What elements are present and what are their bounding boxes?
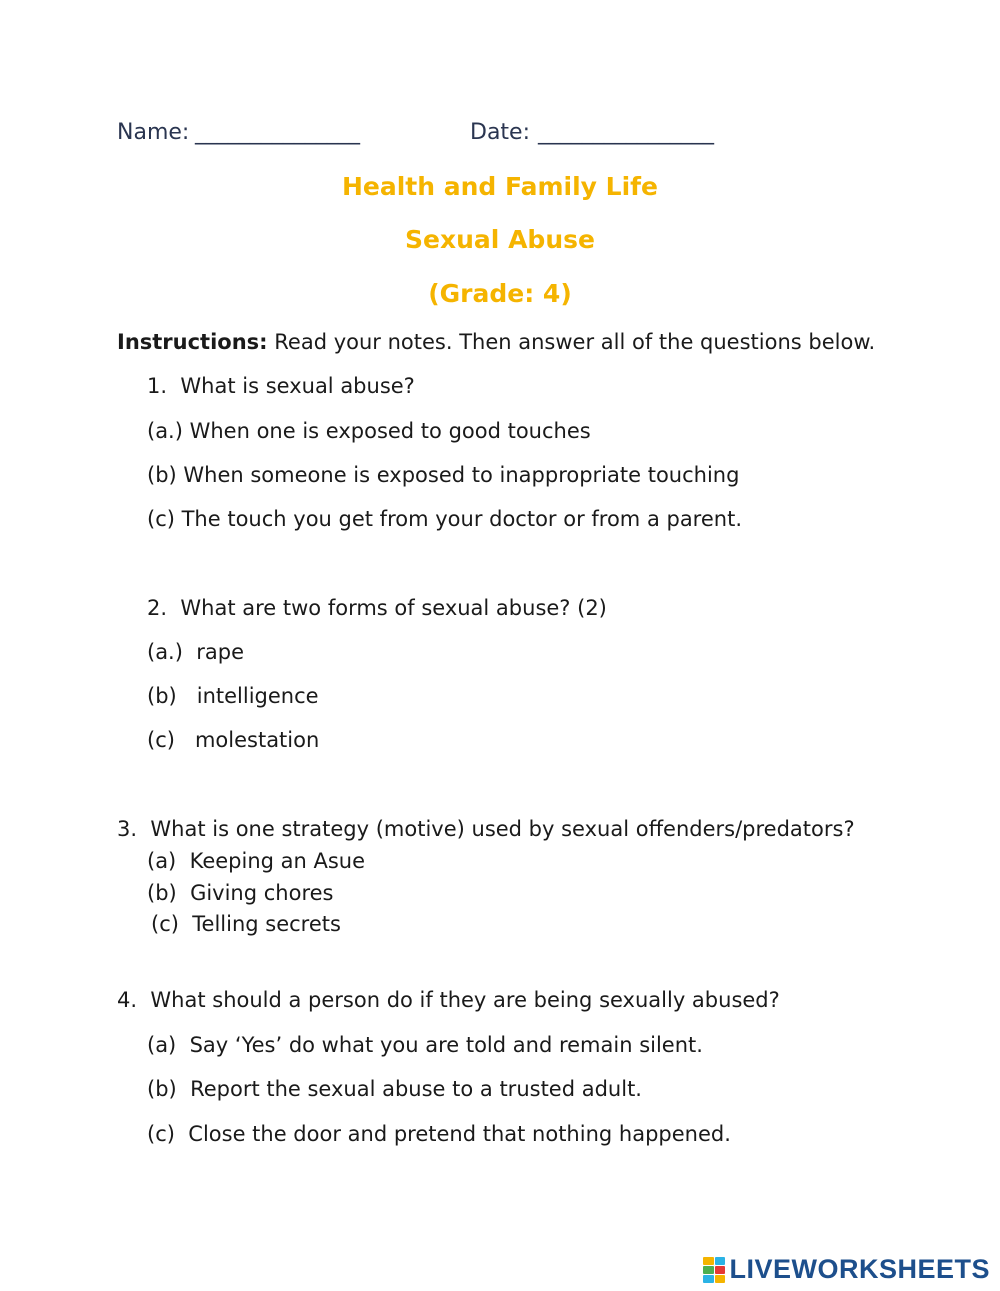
question-text: What should a person do if they are being sexually abused? — [150, 988, 780, 1012]
instructions — [117, 330, 875, 354]
date-field[interactable]: ________________ — [538, 120, 714, 145]
subject-title: Health and Family Life — [341, 172, 659, 201]
name-label: Name: — [117, 120, 190, 145]
topic-title: Sexual Abuse — [405, 225, 595, 254]
question-number: 2. — [147, 596, 168, 620]
q1-option-b[interactable]: (b) When someone is exposed to inappropriate touching — [147, 463, 740, 487]
question-3 — [117, 817, 855, 841]
logo-blocks-icon — [703, 1257, 725, 1283]
brand-name: LIVEWORKSHEETS — [729, 1254, 990, 1284]
liveworksheets-logo[interactable] — [703, 1254, 990, 1285]
q3-option-b[interactable]: (b) Giving chores — [147, 881, 334, 905]
question-2 — [147, 596, 607, 620]
q4-option-a[interactable]: (a) Say ‘Yes’ do what you are told and remain silent. — [147, 1033, 703, 1057]
name-field[interactable]: _______________ — [195, 120, 360, 145]
question-text: What are two forms of sexual abuse? (2) — [180, 596, 607, 620]
question-4 — [117, 988, 780, 1012]
q4-option-c[interactable]: (c) Close the door and pretend that nothing happened. — [147, 1122, 731, 1146]
question-number: 1. — [147, 374, 168, 398]
instructions-text: Read your notes. Then answer all of the questions below. — [274, 330, 876, 354]
q2-option-b[interactable]: (b) intelligence — [147, 684, 319, 708]
q2-option-a[interactable]: (a.) rape — [147, 640, 245, 664]
question-number: 4. — [117, 988, 138, 1012]
question-number: 3. — [117, 817, 138, 841]
question-text: What is one strategy (motive) used by sexual offenders/predators? — [150, 817, 855, 841]
question-1 — [147, 374, 415, 398]
q2-option-c[interactable]: (c) molestation — [147, 728, 320, 752]
q3-option-c[interactable]: (c) Telling secrets — [151, 912, 341, 936]
question-text: What is sexual abuse? — [180, 374, 415, 398]
instructions-label: Instructions: — [117, 330, 268, 354]
grade-title: (Grade: 4) — [428, 279, 572, 308]
q1-option-a[interactable]: (a.) When one is exposed to good touches — [147, 419, 591, 443]
q1-option-c[interactable]: (c) The touch you get from your doctor or from a parent. — [147, 507, 742, 531]
q4-option-b[interactable]: (b) Report the sexual abuse to a trusted adult. — [147, 1077, 642, 1101]
date-label: Date: — [470, 120, 530, 145]
q3-option-a[interactable]: (a) Keeping an Asue — [147, 849, 366, 873]
